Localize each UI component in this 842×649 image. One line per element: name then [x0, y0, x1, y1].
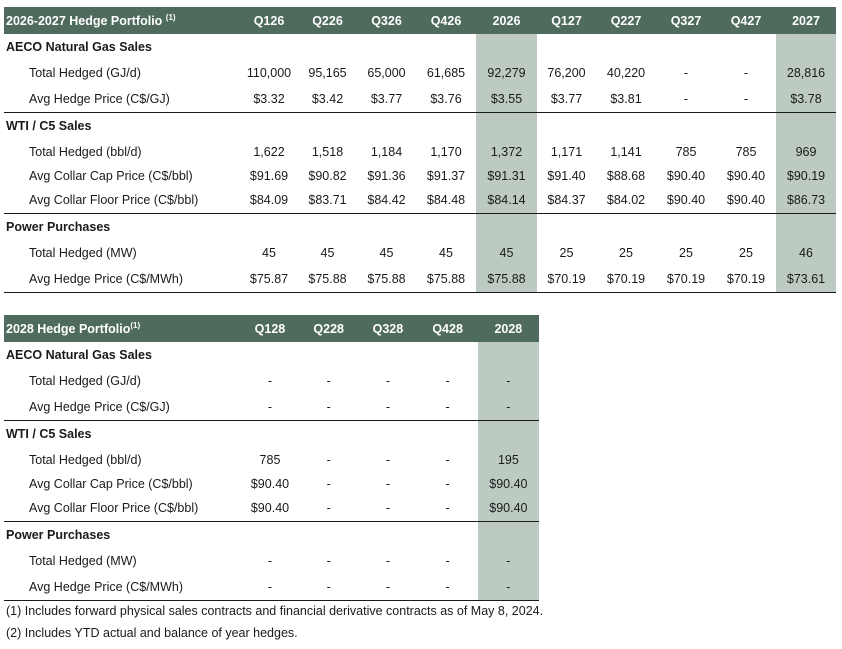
value-cell: 785 — [675, 145, 697, 159]
value-cell: - — [478, 574, 539, 601]
value-cell: 785 — [259, 453, 281, 467]
table-row — [4, 473, 539, 495]
empty-cell — [776, 214, 836, 241]
value-cell: 1,622 — [253, 145, 285, 159]
value-cell: - — [241, 574, 299, 601]
value-cell: - — [326, 554, 331, 568]
row-label: Avg Hedge Price (C$/MWh) — [4, 574, 241, 601]
column-header: Q126 — [240, 7, 298, 34]
value-cell: 95,165 — [308, 66, 347, 80]
empty-cell — [478, 522, 539, 549]
row-label: Avg Hedge Price (C$/MWh) — [4, 266, 240, 293]
empty-cell — [418, 522, 478, 549]
value-cell: $84.02 — [606, 193, 646, 207]
value-cell: $70.19 — [537, 266, 596, 293]
row-label: Total Hedged (MW) — [29, 246, 137, 260]
value-cell: 46 — [776, 240, 836, 266]
section-title: AECO Natural Gas Sales — [6, 40, 152, 54]
value-cell: - — [385, 554, 390, 568]
column-header: Q326 — [357, 7, 416, 34]
row-label: Total Hedged (GJ/d) — [29, 374, 141, 388]
value-cell: $3.55 — [476, 86, 537, 113]
empty-cell — [776, 113, 836, 140]
value-cell: $83.71 — [308, 193, 347, 207]
column-header: Q228 — [299, 315, 358, 342]
value-cell: - — [299, 574, 358, 601]
value-cell: - — [267, 400, 273, 414]
value-cell: - — [385, 477, 390, 491]
value-cell: - — [683, 66, 689, 80]
table-row — [4, 548, 539, 574]
value-cell: $75.88 — [357, 266, 416, 293]
value-cell: - — [445, 477, 450, 491]
header-row — [4, 7, 836, 34]
row-label: Avg Collar Cap Price (C$/bbl) — [29, 477, 193, 491]
value-cell: - — [385, 374, 390, 388]
empty-cell — [478, 421, 539, 448]
row-label: Avg Collar Cap Price (C$/bbl) — [29, 169, 193, 183]
empty-cell — [656, 34, 716, 60]
section-header-row — [4, 522, 539, 549]
column-header: Q128 — [241, 315, 299, 342]
empty-cell — [537, 34, 596, 60]
empty-cell — [416, 214, 476, 241]
empty-cell — [776, 34, 836, 60]
value-cell: 45 — [262, 246, 276, 260]
column-header: Q328 — [358, 315, 417, 342]
section-title: WTI / C5 Sales — [4, 421, 241, 448]
value-cell: $91.31 — [476, 165, 537, 187]
row-label: Avg Collar Floor Price (C$/bbl) — [29, 501, 199, 515]
value-cell: 65,000 — [367, 66, 406, 80]
empty-cell — [418, 421, 478, 448]
row-label: Avg Hedge Price (C$/GJ) — [29, 92, 170, 106]
value-cell: $75.88 — [476, 266, 537, 293]
value-cell: - — [743, 92, 749, 106]
value-cell: 1,171 — [550, 145, 583, 159]
column-header: Q428 — [418, 315, 478, 342]
empty-cell — [299, 342, 358, 368]
table-title: 2026-2027 Hedge Portfolio $^{(1)}$ — [4, 7, 240, 34]
section-title: Power Purchases — [4, 214, 240, 241]
table-row — [4, 495, 539, 522]
footnote: (1) Includes forward physical sales contracts and financial derivative contracts as of May 8, 2024. — [6, 604, 544, 618]
value-cell: 40,220 — [606, 66, 646, 80]
value-cell: $84.42 — [367, 193, 406, 207]
empty-cell — [298, 34, 357, 60]
empty-cell — [476, 214, 537, 241]
value-cell: - — [385, 501, 390, 515]
value-cell: $90.40 — [478, 473, 539, 495]
value-cell: - — [478, 548, 539, 574]
value-cell: $90.40 — [250, 501, 290, 515]
row-label: Total Hedged (GJ/d) — [29, 66, 141, 80]
value-cell: - — [445, 501, 450, 515]
empty-cell — [241, 421, 299, 448]
value-cell: $90.40 — [666, 169, 706, 183]
empty-cell — [240, 214, 298, 241]
table-row — [4, 86, 836, 113]
empty-cell — [656, 113, 716, 140]
table-row — [4, 240, 836, 266]
row-label: Total Hedged (bbl/d) — [29, 453, 142, 467]
value-cell: $3.78 — [776, 86, 836, 113]
value-cell: $90.19 — [776, 165, 836, 187]
empty-cell — [596, 214, 656, 241]
value-cell: $90.40 — [726, 193, 766, 207]
value-cell: - — [326, 453, 331, 467]
empty-cell — [357, 34, 416, 60]
value-cell: $3.77 — [550, 92, 583, 106]
value-cell: $90.40 — [666, 193, 706, 207]
column-header: Q127 — [537, 7, 596, 34]
value-cell: $3.77 — [370, 92, 403, 106]
value-cell: 25 — [679, 246, 693, 260]
value-cell: $91.37 — [426, 169, 466, 183]
value-cell: 25 — [739, 246, 753, 260]
value-cell: - — [358, 574, 417, 601]
empty-cell — [299, 522, 358, 549]
empty-cell — [357, 113, 416, 140]
empty-cell — [537, 113, 596, 140]
value-cell: 45 — [476, 240, 537, 266]
value-cell: $90.40 — [250, 477, 290, 491]
value-cell: 969 — [776, 139, 836, 165]
value-cell: - — [478, 368, 539, 394]
empty-cell — [298, 214, 357, 241]
column-header-annual: 2026 — [476, 7, 537, 34]
value-cell: - — [418, 574, 478, 601]
section-header-row — [4, 421, 539, 448]
value-cell: - — [683, 92, 689, 106]
value-cell: - — [478, 394, 539, 421]
column-header: Q426 — [416, 7, 476, 34]
value-cell: 45 — [320, 246, 335, 260]
table-row — [4, 139, 836, 165]
value-cell: - — [326, 374, 331, 388]
value-cell: - — [267, 554, 273, 568]
value-cell: 1,141 — [610, 145, 642, 159]
section-header-row — [4, 34, 836, 60]
value-cell: $75.88 — [298, 266, 357, 293]
value-cell: $3.81 — [610, 92, 642, 106]
value-cell: $86.73 — [776, 187, 836, 214]
value-cell: $84.09 — [249, 193, 289, 207]
value-cell: - — [385, 400, 390, 414]
column-header: Q427 — [716, 7, 776, 34]
value-cell: 1,372 — [476, 139, 537, 165]
table-row — [4, 447, 539, 473]
empty-cell — [358, 342, 417, 368]
value-cell: 1,518 — [311, 145, 344, 159]
value-cell: $3.42 — [311, 92, 344, 106]
table-row — [4, 394, 539, 421]
value-cell: $70.19 — [716, 266, 776, 293]
column-header-annual: 2028 — [478, 315, 539, 342]
value-cell: $75.87 — [240, 266, 298, 293]
section-title: Power Purchases — [4, 522, 241, 549]
table-row — [4, 187, 836, 214]
value-cell: $84.48 — [426, 193, 466, 207]
value-cell: - — [445, 554, 450, 568]
value-cell: - — [326, 400, 331, 414]
empty-cell — [240, 34, 298, 60]
value-cell: 76,200 — [547, 66, 586, 80]
value-cell: - — [267, 374, 273, 388]
value-cell: $3.32 — [253, 92, 285, 106]
section-title: AECO Natural Gas Sales — [6, 348, 152, 362]
table-row — [4, 368, 539, 394]
value-cell: 110,000 — [246, 66, 292, 80]
row-label: Total Hedged (bbl/d) — [29, 145, 142, 159]
value-cell: $88.68 — [606, 169, 646, 183]
empty-cell — [240, 113, 298, 140]
section-header-row — [4, 214, 836, 241]
value-cell: $73.61 — [776, 266, 836, 293]
value-cell: - — [385, 453, 390, 467]
row-label: Avg Hedge Price (C$/GJ) — [29, 400, 170, 414]
value-cell: $75.88 — [416, 266, 476, 293]
value-cell: - — [743, 66, 749, 80]
header-row — [4, 315, 539, 342]
empty-cell — [299, 421, 358, 448]
value-cell: - — [326, 501, 331, 515]
section-header-row — [4, 113, 836, 140]
row-label: Avg Collar Floor Price (C$/bbl) — [29, 193, 199, 207]
empty-cell — [358, 421, 417, 448]
value-cell: 25 — [559, 246, 574, 260]
value-cell: $91.69 — [249, 169, 289, 183]
empty-cell — [418, 342, 478, 368]
value-cell: 25 — [619, 246, 633, 260]
empty-cell — [241, 342, 299, 368]
value-cell: $84.37 — [547, 193, 586, 207]
empty-cell — [596, 113, 656, 140]
value-cell: 61,685 — [426, 66, 466, 80]
column-header: Q327 — [656, 7, 716, 34]
value-cell: - — [326, 477, 331, 491]
table-row — [4, 60, 836, 86]
value-cell: $70.19 — [596, 266, 656, 293]
value-cell: 45 — [379, 246, 394, 260]
empty-cell — [478, 342, 539, 368]
empty-cell — [716, 34, 776, 60]
empty-cell — [656, 214, 716, 241]
value-cell: 1,184 — [370, 145, 403, 159]
value-cell: $91.36 — [367, 169, 406, 183]
value-cell: $91.40 — [547, 169, 586, 183]
value-cell: $90.82 — [308, 169, 347, 183]
column-header: Q226 — [298, 7, 357, 34]
empty-cell — [416, 113, 476, 140]
table-row — [4, 266, 836, 293]
empty-cell — [241, 522, 299, 549]
empty-cell — [476, 34, 537, 60]
value-cell: - — [445, 400, 450, 414]
empty-cell — [298, 113, 357, 140]
value-cell: 92,279 — [476, 60, 537, 86]
value-cell: $70.19 — [656, 266, 716, 293]
empty-cell — [716, 214, 776, 241]
section-header-row — [4, 342, 539, 368]
section-title: WTI / C5 Sales — [4, 113, 240, 140]
empty-cell — [537, 214, 596, 241]
column-header-annual: 2027 — [776, 7, 836, 34]
value-cell: 1,170 — [430, 145, 462, 159]
value-cell: 195 — [478, 447, 539, 473]
column-header: Q227 — [596, 7, 656, 34]
value-cell: $90.40 — [478, 495, 539, 522]
table-row — [4, 574, 539, 601]
row-label: Total Hedged (MW) — [29, 554, 137, 568]
empty-cell — [358, 522, 417, 549]
table-title: 2028 Hedge Portfolio$^{(1)}$ — [4, 315, 241, 342]
table-row — [4, 165, 836, 187]
hedge-table-2028 — [4, 315, 539, 601]
empty-cell — [476, 113, 537, 140]
empty-cell — [716, 113, 776, 140]
value-cell: 45 — [439, 246, 453, 260]
value-cell: 28,816 — [776, 60, 836, 86]
hedge-table-2026-2027 — [4, 7, 836, 293]
empty-cell — [357, 214, 416, 241]
value-cell: - — [445, 453, 450, 467]
value-cell: $90.40 — [726, 169, 766, 183]
value-cell: - — [445, 374, 450, 388]
value-cell: $84.14 — [476, 187, 537, 214]
empty-cell — [596, 34, 656, 60]
footnote: (2) Includes YTD actual and balance of year hedges. — [6, 626, 298, 640]
value-cell: $3.76 — [430, 92, 462, 106]
empty-cell — [416, 34, 476, 60]
value-cell: 785 — [735, 145, 757, 159]
